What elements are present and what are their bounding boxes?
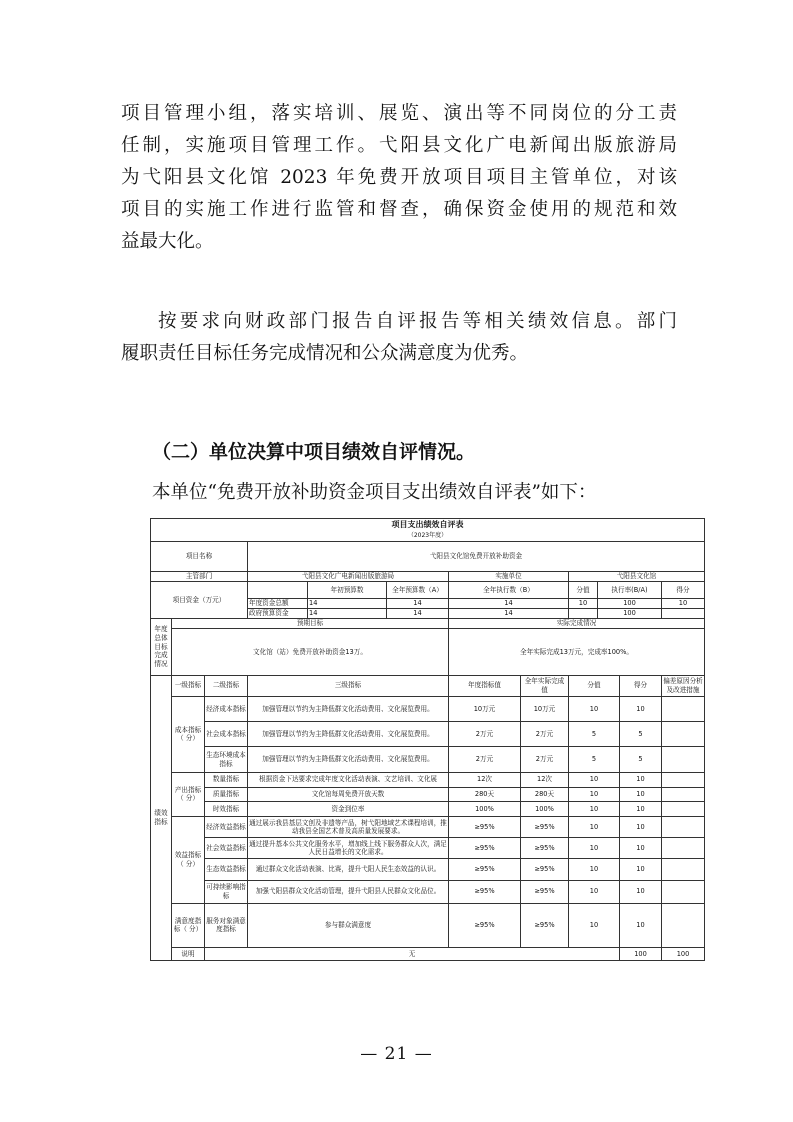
- target-value: 10万元: [449, 696, 521, 721]
- project-name-label: 项目名称: [151, 542, 248, 572]
- l1-indicator: 产出指标（ 分）: [172, 772, 205, 816]
- impl-value: 弋阳县文化馆: [569, 571, 705, 581]
- indicator-header: 分值: [569, 675, 620, 696]
- funds-cell: [662, 608, 705, 618]
- l3-indicator: 文化馆每周免费开放天数: [248, 787, 449, 802]
- dept-label: 主管部门: [151, 571, 248, 581]
- funds-cell: 14: [449, 608, 569, 618]
- funds-header: 年初预算数: [308, 581, 387, 598]
- l2-indicator: 社会成本指标: [205, 722, 248, 747]
- note-value: [662, 696, 705, 721]
- actual-value: 2万元: [521, 747, 569, 772]
- l3-indicator: 加强管理以节约为主降低群文化活动费用、文化展览费用。: [248, 747, 449, 772]
- got-value: 10: [620, 859, 662, 880]
- funds-header: 得分: [662, 581, 705, 598]
- l2-indicator: 生态环境成本指标: [205, 747, 248, 772]
- actual-value: ≥95%: [521, 880, 569, 903]
- funds-cell: 10: [662, 598, 705, 608]
- body-paragraph-1: [121, 98, 677, 258]
- target-value: ≥95%: [449, 859, 521, 880]
- got-value: 10: [620, 903, 662, 947]
- target-value: 100%: [449, 802, 521, 817]
- l1-indicator: 效益指标（ 分）: [172, 817, 205, 904]
- note-value: [662, 817, 705, 838]
- got-value: 10: [620, 802, 662, 817]
- funds-cell: 14: [308, 598, 387, 608]
- score-value: 10: [569, 772, 620, 787]
- l2-indicator: 时效指标: [205, 802, 248, 817]
- l1-indicator: 成本指标（ 分）: [172, 696, 205, 772]
- target-value: ≥95%: [449, 903, 521, 947]
- funds-cell: 100: [598, 598, 662, 608]
- note-value: [662, 903, 705, 947]
- l3-indicator: 参与群众满意度: [248, 903, 449, 947]
- actual-value: 12次: [521, 772, 569, 787]
- target-value: 12次: [449, 772, 521, 787]
- dept-value: 弋阳县文化广电新闻出版旅游局: [248, 571, 449, 581]
- remark-value: 无: [205, 948, 620, 961]
- target-value: 2万元: [449, 747, 521, 772]
- total-got: 100: [662, 948, 705, 961]
- actual-value: 280天: [521, 787, 569, 802]
- indicator-header: 三级指标: [248, 675, 449, 696]
- table-title: 项目支出绩效自评表: [151, 519, 705, 532]
- actual-value: 10万元: [521, 696, 569, 721]
- l3-indicator: 加强管理以节约为主降低群文化活动费用、文化展览费用。: [248, 722, 449, 747]
- indicator-header: 一级指标: [172, 675, 205, 696]
- remark-label: 说明: [172, 948, 205, 961]
- l1-indicator: 满意度指标（ 分）: [172, 903, 205, 947]
- l2-indicator: 质量指标: [205, 787, 248, 802]
- l3-indicator: 通过提升基本公共文化服务水平，增加线上线下服务群众人次，满足人民日益增长的文化需求。: [248, 838, 449, 859]
- body-line: 项目的实施工作进行监管和督查，确保资金使用的规范和效: [121, 199, 677, 220]
- score-value: 10: [569, 880, 620, 903]
- l3-indicator: 通过群众文化活动表演、比赛，提升弋阳人民生态效益的认识。: [248, 859, 449, 880]
- note-value: [662, 747, 705, 772]
- funds-cell: 14: [387, 608, 449, 618]
- target-value: 280天: [449, 787, 521, 802]
- funds-header: 全年执行数（B）: [449, 581, 569, 598]
- indicator-header: 年度指标值: [449, 675, 521, 696]
- score-value: 10: [569, 696, 620, 721]
- score-value: 10: [569, 817, 620, 838]
- goal-expected-header: 预期目标: [172, 619, 449, 629]
- got-value: 10: [620, 817, 662, 838]
- note-value: [662, 880, 705, 903]
- l2-indicator: 经济成本指标: [205, 696, 248, 721]
- l2-indicator: 经济效益指标: [205, 817, 248, 838]
- goal-expected: 文化馆（站）免费开放补助资金13万。: [172, 629, 449, 675]
- indicator-header: 偏差原因分析及改进措施: [662, 675, 705, 696]
- note-value: [662, 787, 705, 802]
- got-value: 5: [620, 722, 662, 747]
- funds-cell: 14: [449, 598, 569, 608]
- actual-value: ≥95%: [521, 859, 569, 880]
- score-value: 10: [569, 903, 620, 947]
- section-heading: （二）单位决算中项目绩效自评情况。: [152, 441, 476, 463]
- indicator-header: 全年实际完成值: [521, 675, 569, 696]
- l3-indicator: 根据资金下达要求完成年度文化活动表演、文艺培训、文化展: [248, 772, 449, 787]
- note-value: [662, 772, 705, 787]
- funds-cell: 14: [308, 608, 387, 618]
- actual-value: 2万元: [521, 722, 569, 747]
- l2-indicator: 服务对象满意度指标: [205, 903, 248, 947]
- score-value: 5: [569, 747, 620, 772]
- goal-actual: 全年实际完成13万元，完成率100%。: [449, 629, 705, 675]
- l2-indicator: 数量指标: [205, 772, 248, 787]
- total-score: 100: [620, 948, 662, 961]
- actual-value: ≥95%: [521, 817, 569, 838]
- score-value: 10: [569, 838, 620, 859]
- got-value: 5: [620, 747, 662, 772]
- impl-label: 实施单位: [449, 571, 569, 581]
- body-line: 任制，实施项目管理工作。弋阳县文化广电新闻出版旅游局: [121, 135, 677, 156]
- performance-table: [150, 518, 705, 961]
- table-intro: 本单位“免费开放补助资金项目支出绩效自评表”如下：: [152, 482, 597, 503]
- got-value: 10: [620, 787, 662, 802]
- project-name-value: 弋阳县文化馆免费开放补助资金: [248, 542, 705, 572]
- got-value: 10: [620, 772, 662, 787]
- note-value: [662, 802, 705, 817]
- score-value: 10: [569, 787, 620, 802]
- perf-label: 绩效指标: [151, 675, 172, 960]
- funds-row-label: 政府预算资金: [248, 608, 308, 618]
- target-value: ≥95%: [449, 817, 521, 838]
- got-value: 10: [620, 838, 662, 859]
- l3-indicator: 加强管理以节约为主降低群文化活动费用、文化展览费用。: [248, 696, 449, 721]
- score-value: 5: [569, 722, 620, 747]
- funds-label: 项目资金（万元）: [151, 581, 248, 618]
- funds-header: 全年预算数（A）: [387, 581, 449, 598]
- target-value: ≥95%: [449, 838, 521, 859]
- l3-indicator: 通过展示我县基层文创及非遗等产品，树弋阳地域艺术课程培训，推动我县全国艺术普及高质量发展要求。: [248, 817, 449, 838]
- body-line: 按要求向财政部门报告自评报告等相关绩效信息。部门: [158, 311, 677, 332]
- got-value: 10: [620, 880, 662, 903]
- l3-indicator: 加强弋阳县群众文化活动管理，提升弋阳县人民群众文化品位。: [248, 880, 449, 903]
- table-year: （2023年度）: [151, 531, 705, 542]
- goal-label: 年度总体目标完成情况: [151, 619, 172, 676]
- body-paragraph-2: [121, 306, 677, 370]
- funds-cell: [569, 608, 598, 618]
- funds-cell: 100: [598, 608, 662, 618]
- actual-value: ≥95%: [521, 838, 569, 859]
- note-value: [662, 838, 705, 859]
- body-line: 项目管理小组，落实培训、展览、演出等不同岗位的分工责: [121, 103, 677, 124]
- indicator-header: 得分: [620, 675, 662, 696]
- funds-header-blank: [248, 581, 308, 598]
- l2-indicator: 社会效益指标: [205, 838, 248, 859]
- body-line: 履职责任目标任务完成情况和公众满意度为优秀。: [121, 343, 529, 364]
- target-value: 2万元: [449, 722, 521, 747]
- score-value: 10: [569, 859, 620, 880]
- score-value: 10: [569, 802, 620, 817]
- l2-indicator: 生态效益指标: [205, 859, 248, 880]
- performance-table-wrapper: [150, 518, 704, 961]
- funds-header: 执行率(B/A): [598, 581, 662, 598]
- goal-actual-header: 实际完成情况: [449, 619, 705, 629]
- body-line: 益最大化。: [121, 231, 214, 252]
- target-value: ≥95%: [449, 880, 521, 903]
- funds-row-label: 年度资金总额: [248, 598, 308, 608]
- indicator-header: 二级指标: [205, 675, 248, 696]
- l2-indicator: 可持续影响指标: [205, 880, 248, 903]
- note-value: [662, 859, 705, 880]
- actual-value: 100%: [521, 802, 569, 817]
- actual-value: ≥95%: [521, 903, 569, 947]
- note-value: [662, 722, 705, 747]
- funds-cell: 14: [387, 598, 449, 608]
- l3-indicator: 资金到位率: [248, 802, 449, 817]
- page-number: — 21 —: [360, 1044, 433, 1064]
- got-value: 10: [620, 696, 662, 721]
- funds-cell: 10: [569, 598, 598, 608]
- funds-header: 分值: [569, 581, 598, 598]
- body-line: 为弋阳县文化馆 2023 年免费开放项目项目主管单位，对该: [121, 167, 677, 188]
